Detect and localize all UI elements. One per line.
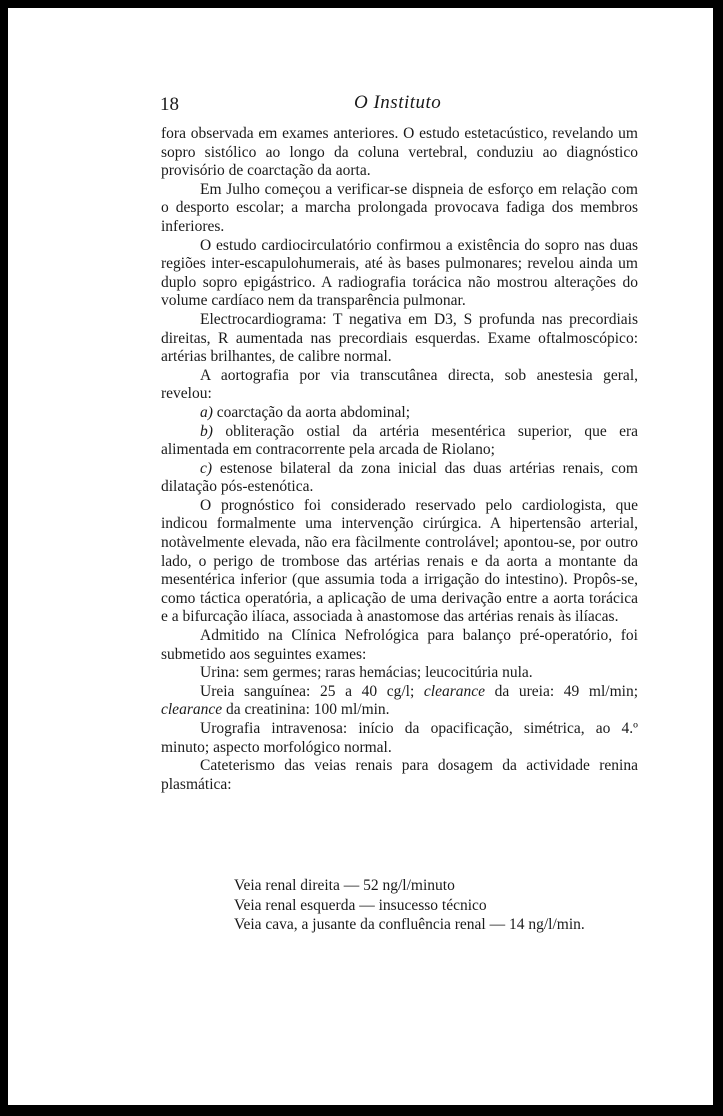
list-item-a (161, 404, 638, 423)
text-run: da ureia: 49 ml/min; (494, 682, 638, 700)
result-line: Veia cava, a jusante da confluência renal — 14 ng/l/min. (234, 916, 585, 933)
page-number: 18 (160, 94, 179, 115)
italic-term: clearance (423, 682, 485, 700)
list-label: b) (200, 422, 213, 440)
list-text: obliteração ostial da artéria mesentérica superior, que era alimentada em contracorrente pela arcada de Riolano; (161, 422, 638, 459)
list-text: estenose bilateral da zona inicial das duas artérias renais, com dilatação pós-estenótica. (161, 459, 638, 496)
paragraph: A aortografia por via transcutânea directa, sob anestesia geral, revelou: (161, 366, 638, 403)
paragraph: O prognóstico foi considerado reservado pelo cardiologista, que indicou formalmente uma intervenção cirúrgica. A hipertensão arterial, notàvelmente elevada, não era fàcilmente controlável; apontou-se, por outro lado, o perigo de trombose das artérias renais e da aorta a montante da mesentérica inferior (que assumia toda a irrigação do intestino). Propôs-se, como táctica operatória, a aplicação de uma derivação entre a aorta torácica e a bifurcação ilíaca, associada à anastomose das artérias renais às ilíacas. (161, 496, 638, 626)
paragraph: Cateterismo das veias renais para dosagem da actividade renina plasmática: (161, 757, 638, 793)
renin-results (234, 876, 585, 935)
paragraph: Electrocardiograma: T negativa em D3, S profunda nas precordiais direitas, R aumentada nas precordiais esquerdas. Exame oftalmoscópico: artérias brilhantes, de calibre normal. (161, 310, 638, 366)
list-item-c (161, 460, 638, 497)
text-run: da creatinina: 100 ml/min. (225, 701, 390, 719)
list-text: coarctação da aorta abdominal; (216, 403, 411, 421)
paragraph: Em Julho começou a verificar-se dispneia de esforço em relação com o desporto escolar; a marcha prolongada provocava fadiga dos membros inferiores. (161, 180, 638, 235)
italic-term: clearance (161, 701, 223, 719)
result-line: Veia renal esquerda — insucesso técnico (234, 896, 487, 914)
document-page (8, 8, 713, 1105)
paragraph: Urografia intravenosa: início da opacificação, simétrica, ao 4.º minuto; aspecto morfológico normal. (161, 720, 638, 756)
running-title: O Instituto (354, 92, 442, 113)
paragraph: Admitido na Clínica Nefrológica para balanço pré-operatório, foi submetido aos seguintes exames: (161, 627, 638, 663)
body-text (161, 125, 638, 794)
text-run: Ureia sanguínea: 25 a 40 cg/l; (200, 682, 415, 700)
list-label: a) (200, 403, 213, 421)
list-label: c) (200, 459, 213, 477)
list-item-b (161, 423, 638, 460)
result-line: Veia renal direita — 52 ng/l/minuto (234, 877, 455, 894)
paragraph-ureia (161, 683, 638, 720)
paragraph: O estudo cardiocirculatório confirmou a existência do sopro nas duas regiões inter-escapulohumerais, até às bases pulmonares; revelou ainda um duplo sopro epigástrico. A radiografia torácica não mostrou alterações do volume cardíaco nem da transparência pulmonar. (161, 236, 638, 310)
paragraph: fora observada em exames anteriores. O estudo estetacústico, revelando um sopro sistólico ao longo da coluna vertebral, conduziu ao diagnóstico provisório de coarctação da aorta. (161, 125, 638, 180)
paragraph: Urina: sem germes; raras hemácias; leucocitúria nula. (200, 664, 533, 682)
